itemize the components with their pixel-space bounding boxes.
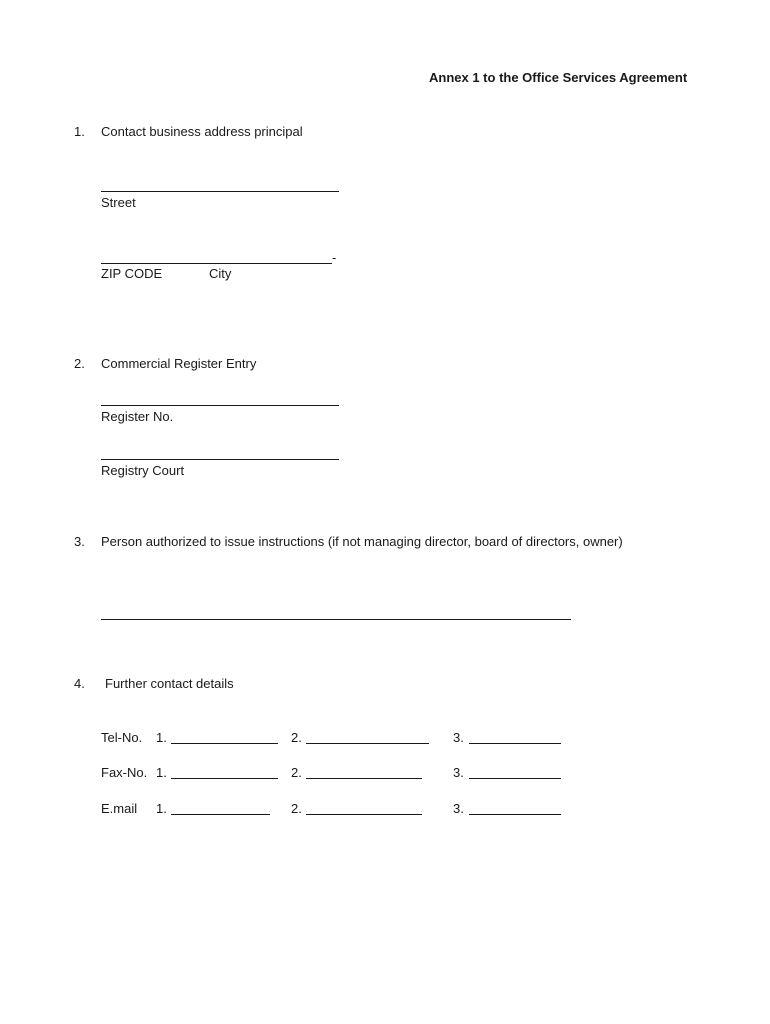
fax-3-number: 3.: [453, 765, 464, 780]
annex-title: Annex 1 to the Office Services Agreement: [429, 70, 688, 85]
section-3-heading: Person authorized to issue instructions (if not managing director, board of directors, owner): [101, 534, 623, 549]
fax-3-field[interactable]: [469, 778, 561, 779]
zip-dash: -: [332, 250, 337, 265]
fax-2-number: 2.: [291, 765, 302, 780]
tel-2-number: 2.: [291, 730, 302, 745]
street-field[interactable]: [101, 191, 339, 192]
email-label: E.mail: [101, 801, 138, 816]
tel-3-number: 3.: [453, 730, 464, 745]
zip-city-field[interactable]: [101, 263, 332, 264]
section-2-number: 2.: [74, 356, 85, 371]
email-2-number: 2.: [291, 801, 302, 816]
section-4-number: 4.: [74, 676, 85, 691]
tel-1-field[interactable]: [171, 743, 278, 744]
email-1-number: 1.: [156, 801, 167, 816]
registry-court-label: Registry Court: [101, 463, 185, 478]
tel-label: Tel-No.: [101, 730, 143, 745]
email-2-field[interactable]: [306, 814, 422, 815]
email-3-number: 3.: [453, 801, 464, 816]
section-4-heading: Further contact details: [105, 676, 234, 691]
zip-code-label: ZIP CODE: [101, 266, 163, 281]
section-2-heading: Commercial Register Entry: [101, 356, 257, 371]
city-label: City: [209, 266, 232, 281]
registry-court-field[interactable]: [101, 459, 339, 460]
register-number-label: Register No.: [101, 409, 174, 424]
email-3-field[interactable]: [469, 814, 561, 815]
authorized-person-field[interactable]: [101, 619, 571, 620]
tel-1-number: 1.: [156, 730, 167, 745]
fax-2-field[interactable]: [306, 778, 422, 779]
section-1-number: 1.: [74, 124, 85, 139]
street-label: Street: [101, 195, 136, 210]
fax-label: Fax-No.: [101, 765, 148, 780]
fax-1-number: 1.: [156, 765, 167, 780]
tel-2-field[interactable]: [306, 743, 429, 744]
section-1-heading: Contact business address principal: [101, 124, 303, 139]
fax-1-field[interactable]: [171, 778, 278, 779]
register-number-field[interactable]: [101, 405, 339, 406]
section-3-number: 3.: [74, 534, 85, 549]
tel-3-field[interactable]: [469, 743, 561, 744]
email-1-field[interactable]: [171, 814, 270, 815]
